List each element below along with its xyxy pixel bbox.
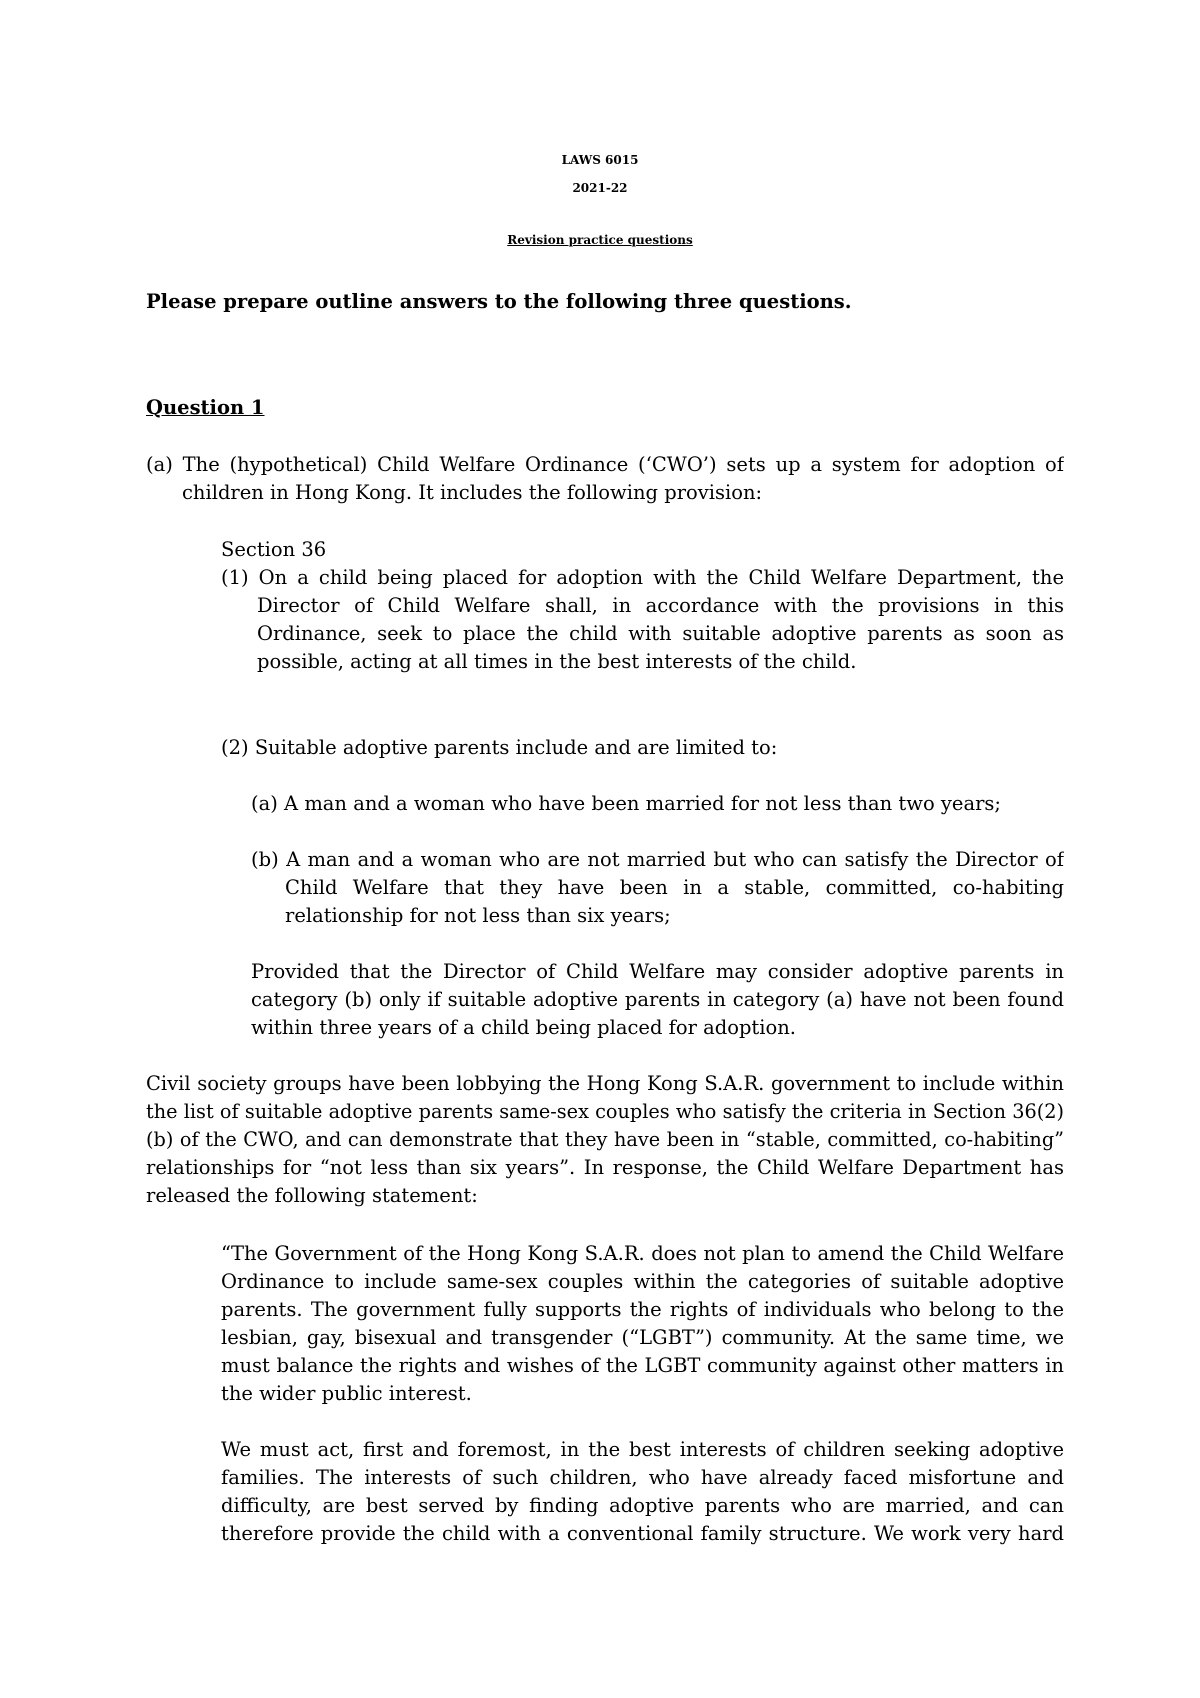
document-title: Revision practice questions — [507, 233, 693, 247]
item-a: (a) A man and a woman who have been married for not less than two years; — [251, 792, 1001, 815]
proviso-line: category (b) only if suitable adoptive parents in category (a) have not been found — [251, 988, 1064, 1011]
item-b-line: (b) A man and a woman who are not married but who can satisfy the Director of — [251, 848, 1064, 871]
academic-year: 2021-22 — [572, 181, 628, 195]
quote-p2-line: We must act, first and foremost, in the best interests of children seeking adoptive — [221, 1438, 1064, 1461]
quote-p1-line: the wider public interest. — [221, 1382, 472, 1405]
quote-p1-line: parents. The government fully supports the rights of individuals who belong to the — [221, 1298, 1064, 1321]
body-line: released the following statement: — [146, 1184, 478, 1207]
body-line: (b) of the CWO, and can demonstrate that they have been in “stable, committed, co-habiting” — [146, 1128, 1064, 1151]
quote-p1-line: lesbian, gay, bisexual and transgender (“LGBT”) community. At the same time, we — [221, 1326, 1064, 1349]
part-a-line-2: children in Hong Kong. It includes the following provision: — [182, 481, 763, 504]
body-line: the list of suitable adoptive parents same-sex couples who satisfy the criteria in Section 36(2) — [146, 1100, 1064, 1123]
item-b-line: relationship for not less than six years; — [285, 904, 671, 927]
course-code: LAWS 6015 — [561, 153, 639, 167]
section-sub1-line: (1) On a child being placed for adoption with the Child Welfare Department, the — [221, 566, 1064, 589]
quote-p1-line: Ordinance to include same-sex couples within the categories of suitable adoptive — [221, 1270, 1064, 1293]
quote-p1-line: must balance the rights and wishes of the LGBT community against other matters in — [221, 1354, 1064, 1377]
proviso-line: Provided that the Director of Child Welfare may consider adoptive parents in — [251, 960, 1064, 983]
body-line: relationships for “not less than six years”. In response, the Child Welfare Department has — [146, 1156, 1064, 1179]
quote-p2-line: therefore provide the child with a conventional family structure. We work very hard — [221, 1522, 1064, 1545]
question-heading: Question 1 — [146, 396, 265, 419]
item-b-line: Child Welfare that they have been in a stable, committed, co-habiting — [285, 876, 1064, 899]
quote-p1-line: “The Government of the Hong Kong S.A.R. does not plan to amend the Child Welfare — [221, 1242, 1064, 1265]
body-line: Civil society groups have been lobbying the Hong Kong S.A.R. government to include within — [146, 1072, 1064, 1095]
quote-p2-line: difficulty, are best served by finding adoptive parents who are married, and can — [221, 1494, 1064, 1517]
proviso-line: within three years of a child being placed for adoption. — [251, 1016, 797, 1039]
instruction-text: Please prepare outline answers to the following three questions. — [146, 290, 852, 313]
section-sub1-line: possible, acting at all times in the best interests of the child. — [257, 650, 857, 673]
section-heading: Section 36 — [221, 538, 327, 561]
part-a-line-1: (a) The (hypothetical) Child Welfare Ordinance (‘CWO’) sets up a system for adoption of — [146, 453, 1064, 476]
quote-p2-line: families. The interests of such children, who have already faced misfortune and — [221, 1466, 1064, 1489]
section-sub1-line: Director of Child Welfare shall, in accordance with the provisions in this — [257, 594, 1064, 617]
section-sub2: (2) Suitable adoptive parents include and are limited to: — [221, 736, 778, 759]
section-sub1-line: Ordinance, seek to place the child with suitable adoptive parents as soon as — [257, 622, 1064, 645]
